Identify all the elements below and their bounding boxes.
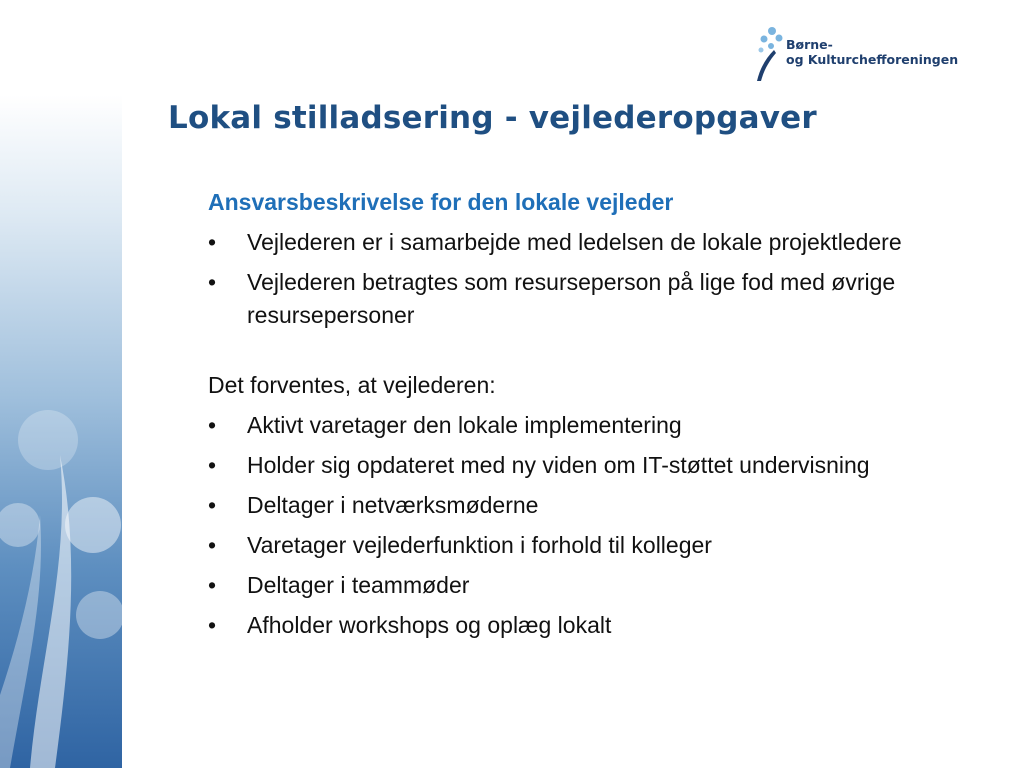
bullet-icon: • — [208, 612, 217, 638]
bullet-icon: • — [208, 269, 217, 295]
slide-content — [208, 185, 988, 642]
slide-title: Lokal stilladsering - vejlederopgaver — [168, 100, 817, 136]
responsibility-list — [208, 226, 988, 332]
list-item — [208, 266, 988, 332]
section-heading: Ansvarsbeskrivelse for den lokale vejleder — [208, 189, 674, 215]
list-item-text: Deltager i teammøder — [247, 572, 470, 598]
logo — [752, 26, 972, 84]
list-item-text: Vejlederen betragtes som resurseperson på lige fod med øvrige resursepersoner — [247, 269, 896, 328]
expectations-list — [208, 409, 988, 642]
bullet-icon: • — [208, 412, 217, 438]
list-item-text: Deltager i netværksmøderne — [247, 492, 539, 518]
list-item — [208, 409, 988, 442]
bullet-icon: • — [208, 492, 217, 518]
list-item-text: Holder sig opdateret med ny viden om IT-støttet undervisning — [247, 452, 870, 478]
list-item — [208, 226, 988, 259]
swoosh-decoration — [0, 95, 122, 768]
list-item-text: Varetager vejlederfunktion i forhold til kolleger — [247, 532, 712, 558]
list-item-text: Afholder workshops og oplæg lokalt — [247, 612, 612, 638]
list-item — [208, 569, 988, 602]
expectations-intro: Det forventes, at vejlederen: — [208, 372, 496, 398]
bullet-icon: • — [208, 229, 217, 255]
list-item-text: Vejlederen er i samarbejde med ledelsen de lokale projektledere — [247, 229, 902, 255]
list-item — [208, 609, 988, 642]
list-item — [208, 489, 988, 522]
bullet-icon: • — [208, 532, 217, 558]
logo-line-2: og Kulturchefforeningen — [786, 52, 959, 67]
bullet-icon: • — [208, 572, 217, 598]
list-item-text: Aktivt varetager den lokale implementering — [247, 412, 682, 438]
list-item — [208, 529, 988, 562]
bullet-icon: • — [208, 452, 217, 478]
list-item — [208, 449, 988, 482]
logo-line-1: Børne- — [786, 37, 833, 52]
left-decorative-band — [0, 95, 122, 768]
